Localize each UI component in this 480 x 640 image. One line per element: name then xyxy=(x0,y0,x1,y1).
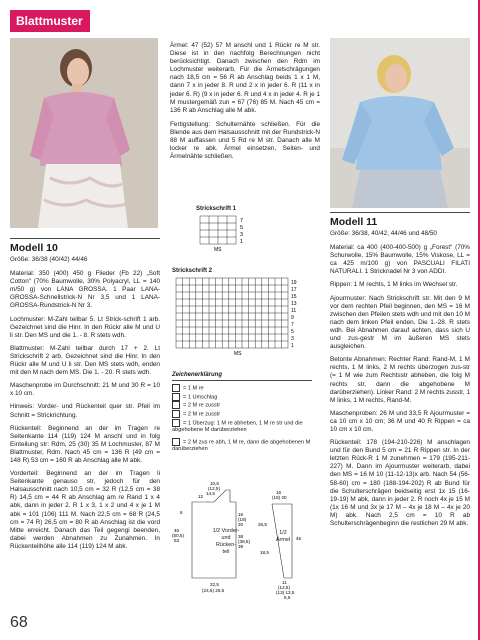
dim-bottom-1: 22,5 xyxy=(210,582,219,587)
sleeve-text: Ärmel: 47 (52) 57 M anschl und 1 Rückr re M str. Diese ist in den nachfolg Berechnungen nicht berücksichtigt. Danach zwischen den Rdm im Lochmuster weiterarb. Für die Ärmelschrägungen nach 18,5 cm = 56 R ab Anschlag beids 1 x 1 M, dann 7 x in jeder 8. R und 2 x in jeder 6. R (11 x in jeder 6. R) (9 x in jeder 6. R und 4 x in jeder 4. R je 1 M mustergemäß zun = 67 (76) 85 M. Nach 45 cm = 136 R ab Anschlag alle M abk. xyxy=(170,42,320,114)
modell-11-title: Modell 11 xyxy=(330,216,378,228)
schematic-label-sleeve: 1/2 Ärmel xyxy=(275,530,291,543)
legend-item-6: = 2 M zus re abh, 1 M re, dann die abgehobenen M darüberziehen xyxy=(172,439,311,453)
sleeve-side-2: 18,5 xyxy=(260,550,269,555)
legend-item-2: = 1 Umschlag xyxy=(172,393,322,402)
sleeve-side-1: 26,5 xyxy=(258,522,267,527)
legend-item-1: = 1 M re xyxy=(172,384,322,393)
modell-11-ajour: Ajourmuster: Nach Strickschrift str. Mit den 9 M vor dem rechten Pfeil beginnen, den MS = 16 M zwischen den Pfeilen stets wdh und mit den 10 M nach dem linken Pfeil enden. Die 1.-28. R stets wdh. Bei Abnahmen darauf achten, dass sich U und zus-gestr M im äußeren MS stets ausgleichen. xyxy=(330,294,470,351)
modell-11-rule xyxy=(330,212,470,213)
dim-top-1: 10,5 xyxy=(210,481,219,486)
dim-bottom-2: (24,5) 26,5 xyxy=(202,588,225,593)
sleeve-top-2: (18) 20 xyxy=(272,495,287,500)
modell-11-abnahmen: Betonte Abnahmen: Rechter Rand: Rand-M, 1 M rechts, 1 M links, 2 M rechts überzogen zus-str (= 1 M wie zum Rechtsstr abheben, die folg M rechts str, dann die abgehobene M darüberziehen). Linker Rand: 2 M rechts zusstr, 1 M links, 1 M rechts, Rand-M. xyxy=(330,356,470,404)
chart-1-grid xyxy=(196,214,286,254)
modell-10-rueckenteil: Rückenteil: Beginnend an der im Tragen re Seitenkante 114 (119) 124 M anschl und in folg Einteilung str: Rdm, 25 (30) 35 M Lochmuster, 87 M Blattmuster, Rdm. Nach 45 cm = 136 R (49 cm = 148 R) 53 cm = 160 R ab Anschlag alle M abk. xyxy=(10,424,160,464)
chart-2-row-3: 3 xyxy=(291,336,294,342)
schematic-label-body: 1/2 Vorder- und Rücken- teil xyxy=(212,528,240,555)
dim-inner-5: (38,5) xyxy=(238,539,251,544)
sleeve-bottom-3: (13) 13,5 xyxy=(276,590,295,595)
chart-2-row-9: 9 xyxy=(291,315,294,321)
dim-inner-3: 20 xyxy=(238,522,244,527)
modell-11-rueckenteil: Rückenteil: 178 (194-210-226) M anschlagen und für den Bund 5 cm = 21 R Rippen str. In der letzten Rück-R 1 M zunehmen = 179 (195-211-227) M. Dann im Ajourmuster weiterarb, dabei den MS = 16 M 10 (11-12-13)x arb. Nach 54 (56-58-60) cm = 180 (188-194-202) R ab Bund für die Schulterschrägen beidseitig erst 1x 15 (16-19-19) M abk, dann in jeder 2. R noch 4x je 15 M (1x 16 M und 3x je 17 M – 4x je 18 M – 4x je 20 M) abk. Nach 2,5 cm = 10 R ab Schulterschrägenbeginn die restlichen 29 M abk. xyxy=(330,439,470,527)
sleeve-side-3: 45 xyxy=(296,536,302,541)
dim-left-4: 53 xyxy=(174,538,180,543)
modell-10-size: Größe: 36/38 (40/42) 44/46 xyxy=(10,256,88,263)
finish-text: Fertigstellung: Schulternähte schließen. Für die Blende aus dem Halsausschnitt mit der Rundstrick-N 88 M auffassen und 5 Rd re M str. Danach alle M locker re abk. Ärmel einsetzen, Seiten- und Ärmelnähte schließen. xyxy=(170,120,320,161)
chart-1-row-7: 7 xyxy=(240,218,244,224)
modell-10-blattmuster: Blattmuster: M-Zahl teilbar durch 17 + 2. Lt Strickschrift 2 arb. Gezeichnet sind die Hinr. In den Rückr alle M und U li str. Den MS stets wdh, enden mit den M nach dem MS. Die 1. - 20. R stets wdh. xyxy=(10,344,160,377)
chart-2-row-7: 7 xyxy=(291,322,294,328)
modell-11-material: Material: ca 400 (400-400-500) g „Forest“ (70% Schurwolle, 15% Baumwolle, 15% Viskose, LL = ca 425 m/100 g) von PASCUALI FILATI NATURALI. 1 Stricknadel Nr 3 von ADDI. xyxy=(330,244,470,276)
sleeve-top-1: 16 xyxy=(276,490,282,495)
modell-10-maschenprobe: Maschenprobe im Durchschnitt: 21 M und 30 R = 10 x 10 cm. xyxy=(10,382,160,398)
chart-2-grid xyxy=(172,276,302,356)
sleeve-bottom-4: 5,5 xyxy=(284,595,291,600)
chart-1-row-3: 3 xyxy=(240,232,244,238)
chart-2-row-11: 11 xyxy=(291,308,297,314)
modell-11-maschenprobe: Maschenproben: 26 M und 33,5 R Ajourmuster = ca 10 cm x 10 cm; 36 M und 40 R Rippen = ca 10 cm x 10 cm. xyxy=(330,409,470,433)
dim-left-3: (50,5) xyxy=(172,533,185,538)
chart-1-title: Strickschrift 1 xyxy=(196,206,237,212)
dim-inner-6: 39 xyxy=(238,544,244,549)
chart-2-row-1: 1 xyxy=(291,343,294,349)
modell-10-continuation xyxy=(170,42,320,166)
legend-item-5: = 1 Überzug: 1 M re abheben, 1 M re str und die abgehobene M darüberziehen xyxy=(172,420,303,434)
legend-item-3: = 2 M re zusstr xyxy=(172,401,322,410)
modell-11-section xyxy=(330,212,470,533)
dim-inner-4: 38 xyxy=(238,534,244,539)
dim-top-3: 14,5 xyxy=(206,491,215,496)
modell-10-vorderteil: Vorderteil: Beginnend an der im Tragen li Seitenkante genauso str, jedoch für den Halsausschnitt nach 10,5 cm = 32 R (12,5 cm = 38 R) 14,5 cm = 44 R ab Anschlag am re Rand 1 x 4 abk, dann in jeder 2. R 1 x 3, 1 x 2 und 4 x je 1 M abk = 101 (106) 111 M. Nach 22,5 cm = 68 R (24,5 cm = 74 R) 26,5 cm = 80 R ab Anschlag ist die vord Mitte erreicht. Danach das Teil gegengi beenden, dabei werden Abnahmen zu Zunahmen. In Rückenteilhöhe alle 114 (119) 124 M abk. xyxy=(10,470,160,550)
modell-10-lochmuster: Lochmuster: M-Zahl teilbar 5. Lt Strick-schrift 1 arb. Gezeichnet sind die Hinr. In den Rückr alle M und U li str. Den MS und die 1. - 8. R stets wdh. xyxy=(10,315,160,339)
dim-left-1: 6 xyxy=(180,510,183,515)
modell-10-rule xyxy=(10,238,160,239)
dim-top-4: 12 xyxy=(198,494,204,499)
chart-2-row-15: 15 xyxy=(291,294,297,300)
legend xyxy=(172,372,322,454)
photo-modell-10 xyxy=(10,38,158,228)
sleeve-bottom-1: 11 xyxy=(282,580,287,585)
chart-2-row-19: 19 xyxy=(291,280,297,286)
chart-2-row-5: 5 xyxy=(291,329,294,335)
modell-10-section xyxy=(10,238,160,556)
section-label: Blattmuster xyxy=(10,10,90,32)
modell-10-hinweis: Hinweis: Vorder- und Rückenteil quer str. Pfeil im Schnitt = Strickrichtung. xyxy=(10,403,160,419)
modell-10-title: Modell 10 xyxy=(10,242,58,254)
dim-inner-2: (18) xyxy=(238,517,247,522)
chart-1-row-5: 5 xyxy=(240,225,244,231)
modell-11-size: Größe: 36/38, 40/42, 44/46 und 48/50 xyxy=(330,230,437,237)
chart-2-title: Strickschrift 2 xyxy=(172,268,213,274)
schematic-diagram xyxy=(172,480,322,600)
dim-left-2: 46 xyxy=(174,528,180,533)
chart-1-row-1: 1 xyxy=(240,239,244,245)
dim-top-2: (12,5) xyxy=(208,486,221,491)
chart-1-ms: MS xyxy=(214,247,222,253)
chart-2-row-17: 17 xyxy=(291,287,297,293)
page-number: 68 xyxy=(10,614,28,631)
dim-inner-1: 16 xyxy=(238,512,244,517)
legend-item-4: = 2 M re zusstr xyxy=(172,410,322,419)
chart-2-row-13: 13 xyxy=(291,301,297,307)
sleeve-bottom-2: (12,5) xyxy=(278,585,291,590)
modell-10-material: Material: 350 (400) 450 g Flieder (Fb 22) „Soft Cotton“ (70% Baumwolle, 30% Polyacryl, LL = 140 m/50 g) von LANA GROSSA. 1 Paar LANA-GROSSA-Schnellstrick-N Nr 3,5 und 1 LANA-GROSSA-Rundstrick-N Nr 3. xyxy=(10,270,160,310)
modell-11-rippen: Rippen: 1 M rechts, 1 M links im Wechsel str. xyxy=(330,281,458,289)
chart-2-ms: MS xyxy=(234,351,242,356)
legend-title: Zeichenerklärung xyxy=(172,372,223,378)
photo-modell-11 xyxy=(330,38,470,208)
